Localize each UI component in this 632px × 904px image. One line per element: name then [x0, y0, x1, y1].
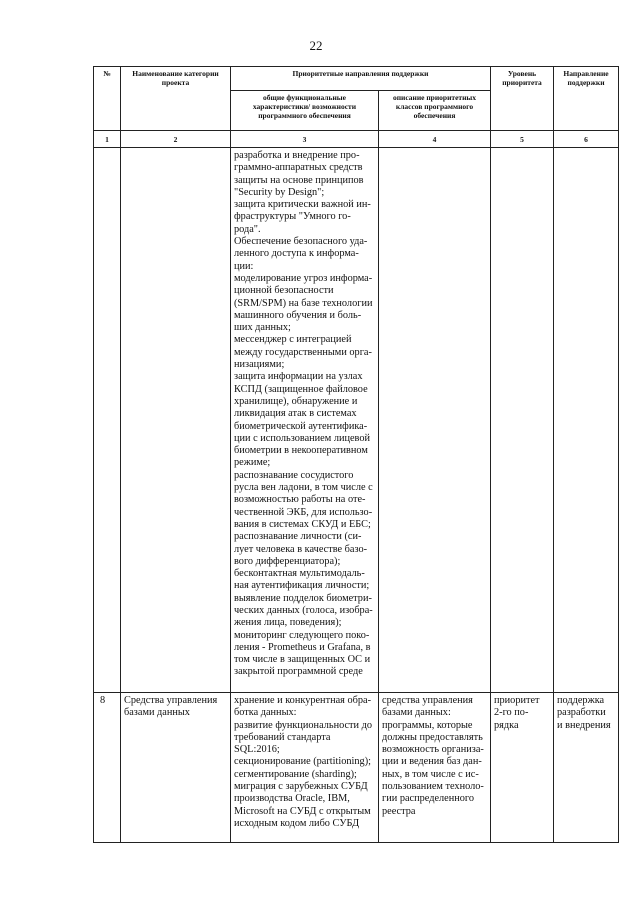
text-line: возможность организа- — [382, 744, 484, 756]
text-line: защиты на основе принципов — [234, 174, 364, 186]
text-line: хранение и конкурентная обра- — [234, 695, 371, 706]
continued-characteristics-cell — [231, 148, 379, 693]
text-line: распознавание сосудистого — [234, 469, 354, 481]
text-line: рядка — [494, 719, 519, 731]
header-functional-characteristics: общие функциональные характеристики/ возможности программного обеспечения — [231, 91, 379, 131]
text-line: реестра — [382, 805, 416, 817]
text-line: выявление подделок биометри- — [234, 592, 372, 604]
text-line: ции: — [234, 260, 254, 272]
text-line: закрытой программной среде — [234, 666, 363, 678]
header-number: № — [94, 67, 121, 131]
text-line: средства управления — [382, 695, 473, 706]
priority-table — [93, 66, 619, 843]
text-line: распознавание личности (си- — [234, 531, 362, 543]
column-number-1: 1 — [94, 131, 121, 148]
text-line: русла вен ладони, в том числе с — [234, 482, 373, 494]
text-line: SQL:2016; — [234, 744, 280, 756]
text-line: КСПД (защищенное файловое — [234, 383, 368, 395]
text-line: пользованием техноло- — [382, 781, 484, 793]
text-line: сегментирование (sharding); — [234, 768, 357, 780]
text-line: требований стандарта — [234, 731, 331, 743]
text-line: приоритет — [494, 695, 540, 706]
text-line: 2-го по- — [494, 707, 529, 719]
text-line: низациями; — [234, 359, 285, 371]
text-line: Средства управления — [124, 695, 218, 706]
column-number-6: 6 — [554, 131, 619, 148]
table-row-8 — [94, 693, 619, 843]
text-line: мониторинг следующего поко- — [234, 629, 370, 641]
row-8-priority-level — [491, 693, 554, 843]
text-line: машинного обучения и боль- — [234, 309, 362, 321]
text-line: режиме; — [234, 457, 271, 469]
column-number-4: 4 — [379, 131, 491, 148]
text-line: ботка данных: — [234, 707, 297, 719]
text-line: защита информации на узлах — [234, 371, 363, 383]
text-line: граммно-аппаратных средств — [234, 162, 363, 174]
text-line: лует человека в качестве базо- — [234, 543, 368, 555]
text-line: "Security by Design"; — [234, 186, 325, 198]
text-line: вого дифференциатора); — [234, 555, 341, 567]
text-line: защита критически важной ин- — [234, 199, 371, 211]
text-line: ции с использованием лицевой — [234, 432, 371, 444]
text-line: поддержка — [557, 695, 605, 706]
text-line: ции и ведения баз дан- — [382, 756, 482, 768]
text-line: ших данных; — [234, 322, 291, 334]
text-line: ческих данных (голоса, изобра- — [234, 604, 373, 616]
text-line: чественной ЭКБ, для использо- — [234, 506, 373, 518]
text-line: моделирование угроз информа- — [234, 272, 373, 284]
row-8-software-classes — [379, 693, 491, 843]
row-8-support-direction — [554, 693, 619, 843]
text-line: секционирование (partitioning); — [234, 756, 371, 768]
text-line: жения лица, поведения); — [234, 617, 342, 629]
text-line: программы, которые — [382, 719, 473, 731]
text-line: разработки — [557, 707, 606, 719]
text-line: ликвидация атак в системах — [234, 408, 357, 420]
text-line: Microsoft на СУБД с открытым — [234, 805, 371, 817]
header-priority-directions: Приоритетные направления поддержки — [231, 67, 491, 91]
text-line: ленного доступа к информа- — [234, 248, 359, 260]
text-line: фраструктуры "Умного го- — [234, 211, 351, 223]
header-priority-level: Уровень приоритета — [491, 67, 554, 131]
text-line: базами данных: — [382, 707, 451, 719]
text-line: и внедрения — [557, 719, 611, 731]
text-line: производства Oracle, IBM, — [234, 793, 350, 805]
text-line: бесконтактная мультимодаль- — [234, 568, 365, 580]
text-line: ления - Prometheus и Grafana, в — [234, 641, 371, 653]
text-line: хранилище), обнаружение и — [234, 395, 358, 407]
text-line: том числе в защищенных ОС и — [234, 654, 371, 666]
row-8-category — [121, 693, 231, 843]
text-line: биометрической аутентифика- — [234, 420, 368, 432]
column-number-3: 3 — [231, 131, 379, 148]
column-number-2: 2 — [121, 131, 231, 148]
text-line: гии распределенного — [382, 793, 475, 805]
text-line: возможностью работы на оте- — [234, 494, 366, 506]
text-line: миграция с зарубежных СУБД — [234, 781, 368, 793]
header-software-classes: описание приоритетных классов программного обеспечения — [379, 91, 491, 131]
text-line: ная аутентификация личности; — [234, 580, 370, 592]
column-number-5: 5 — [491, 131, 554, 148]
text-line: развитие функциональности до — [234, 719, 373, 731]
text-line: Обеспечение безопасного уда- — [234, 236, 368, 248]
text-line: между государственными орга- — [234, 346, 372, 358]
text-line: ных, в том числе с ис- — [382, 768, 479, 780]
text-line: должны предоставлять — [382, 731, 483, 743]
text-line: (SRM/SPM) на базе технологии — [234, 297, 373, 309]
header-support-direction: Направление поддержки — [554, 67, 619, 131]
text-line: исходным кодом либо СУБД — [234, 817, 360, 829]
row-8-number: 8 — [94, 693, 121, 843]
row-8-characteristics — [231, 693, 379, 843]
text-line: мессенджер с интеграцией — [234, 334, 352, 346]
text-line: ционной безопасности — [234, 285, 334, 297]
table-row-continued — [94, 148, 619, 693]
text-line: вания в системах СКУД и ЕБС; — [234, 518, 371, 530]
text-line: разработка и внедрение про- — [234, 150, 360, 161]
page-number: 22 — [309, 38, 323, 53]
text-line: базами данных — [124, 707, 190, 719]
header-category: Наименование категории проекта — [121, 67, 231, 131]
text-line: биометрии в некооперативном — [234, 445, 368, 457]
text-line: рода". — [234, 223, 261, 235]
